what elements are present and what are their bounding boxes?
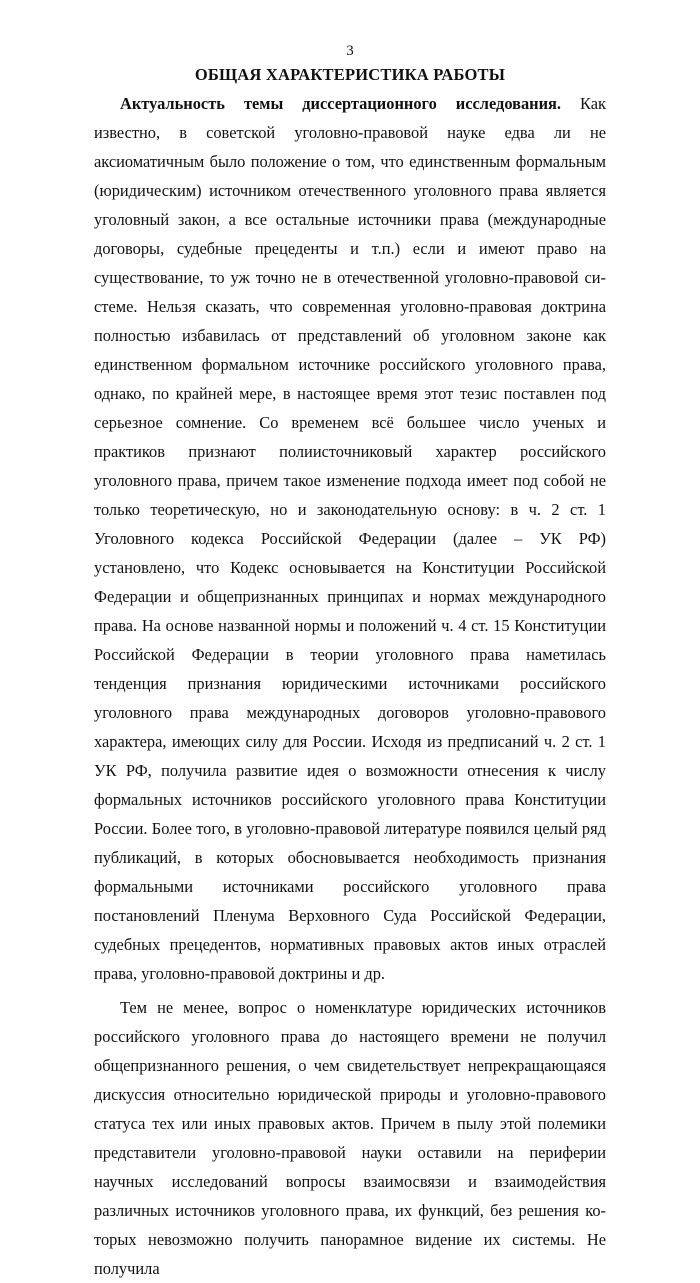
section-title: ОБЩАЯ ХАРАКТЕРИСТИКА РАБОТЫ — [194, 65, 506, 84]
body-text — [94, 89, 606, 1283]
paragraph-text: Как известно, в советской уголовно-правовой науке едва ли не аксиоматичным было положение о том, что единственным формальным (юридическим) источником отечественного уголовного права является уголовный закон, а все остальные источники права (международные договоры, судебные прецеденты и т.п.) если и имеют право на существование, то уж точно не в отечественной уголовно-правовой системе. Нельзя сказать, что современная уголовно-правовая доктрина полностью избавилась от представлений об уголовном законе как единственном формальном источнике российского уголовного права, однако, по крайней мере, в настоящее время этот тезис поставлен под серьезное сомнение. Со временем всё большее число ученых и практиков признают полиисточниковый характер российского уголовного права, причем такое изменение подхода имеет под собой не только теоретическую, но и законодательную основу: в ч. 2 ст. 1 Уголовного кодекса Российской Федерации (далее – УК РФ) установлено, что Кодекс основывается на Конституции Российской Федерации и общепризнанных принципах и нормах международного права. На основе названной нормы и положений ч. 4 ст. 15 Конституции Российской Федерации в теории уголовного права наметилась тенденция признания юридическими источниками российского уголовного права международных договоров уголовно-правового характера, имеющих силу для России. Исходя из предписаний ч. 2 ст. 1 УК РФ, получила развитие идея о возможности отнесения к числу формальных источников российского уголовного права Конституции России. Более того, в уголовно-правовой литературе появился целый ряд публикаций, в которых обосновывается необходимость признания формальными источниками российского уголовного права постановлений Пленума Верховного Суда Российской Федерации, судебных прецедентов, нормативных правовых актов иных отраслей права, уголовно-правовой доктрины и др. — [94, 94, 606, 983]
paragraph — [94, 993, 606, 1283]
page-number: 3 — [346, 43, 354, 59]
paragraph-text: Тем не менее, вопрос о номенклатуре юридических источников российского уголовного права до настоящего времени не получил общепризнанного решения, о чем свидетельствует непрекращающаяся дискуссия относительно юридической природы и уголовно-правового статуса тех или иных правовых актов. Причем в пылу этой полемики представители уголовно-правовой науки оставили на периферии научных исследований вопросы взаимосвязи и взаимодействия различных источников уголовного права, их функций, без решения которых невозможно получить панорамное видение их системы. Не получила — [94, 998, 606, 1278]
paragraph — [94, 89, 606, 988]
paragraph-lead-heading: Актуальность темы диссертационного исследования. — [120, 94, 562, 113]
